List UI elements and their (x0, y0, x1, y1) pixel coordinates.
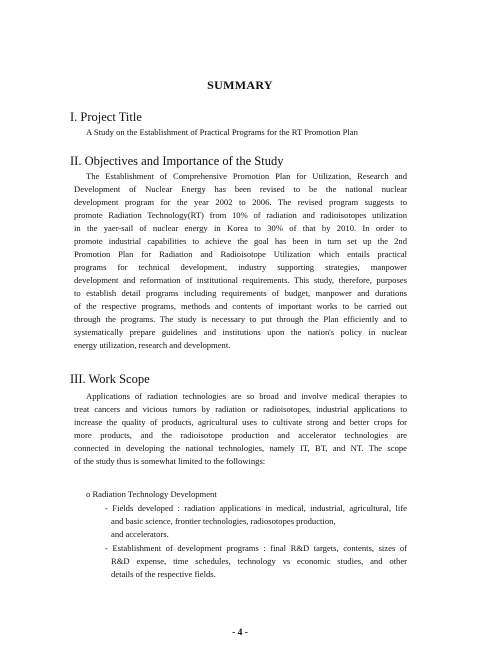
objectives-line: systematically prepare guidelines and institutions upon the nation's policy in nuclear (74, 327, 407, 337)
sub-item-line: - Establishment of development programs : final R&D targets, contents, sizes of (105, 543, 407, 553)
objectives-line: of the respective programs, methods and contents of important works to be carried out (74, 301, 407, 311)
section-heading-objectives: II. Objectives and Importance of the Study (70, 154, 284, 168)
objectives-line: promote Radiation Technology(RT) from 10% of radiation and radioisotopes utilization (74, 210, 407, 220)
section-heading-project-title: I. Project Title (70, 110, 142, 124)
work-scope-line: increase the quality of products, agricultural uses to cultivate strong and better crops for (74, 417, 407, 427)
sub-item-line: R&D expense, time schedules, technology vs economic studies, and other (111, 556, 407, 566)
objectives-line: to establish detail programs including requirements of budget, manpower and durations (74, 288, 407, 298)
objectives-line: promote industrial capabilities to achieve the goal has been in turn set up the 2nd (74, 236, 407, 246)
page-title: SUMMARY (207, 78, 273, 92)
sub-item-line: - Fields developed : radiation applications in medical, industrial, agricultural, life (105, 503, 407, 513)
objectives-line: Promotion Plan for Radiation and Radioisotope Utilization which entails practical (74, 249, 407, 259)
objectives-line: energy utilization, research and development. (74, 340, 231, 350)
objectives-line: development and reformation of institutional requirements. This study, therefore, purposes (74, 275, 407, 285)
sub-item-line: details of the respective fields. (111, 569, 216, 579)
objectives-line: through the programs. The study is necessary to put through the Plan efficiently and to (74, 314, 407, 324)
bullet-radiation-technology: o Radiation Technology Development (86, 489, 217, 499)
sub-item-line: and accelerators. (111, 529, 169, 539)
objectives-line: Development of Nuclear Energy has been revised to be the national nuclear (74, 184, 407, 194)
objectives-line: The Establishment of Comprehensive Promotion Plan for Utilization, Research and (86, 171, 407, 181)
objectives-line: in the yaer-sail of nuclear energy in Korea to 30% of that by 2010. In order to (74, 223, 407, 233)
sub-item-line: and basic science, frontier technologies, radiosotopes production, (111, 516, 336, 526)
project-title-text: A Study on the Establishment of Practical Programs for the RT Promotion Plan (86, 127, 358, 137)
work-scope-line: connected in developing the national technologies, namely IT, BT, and NT. The scope (74, 443, 407, 453)
work-scope-line: more products, and the radioisotope production and accelerator technologies are (74, 430, 407, 440)
section-heading-work-scope: III. Work Scope (70, 372, 150, 386)
objectives-line: development program for the year 2002 to 2006. The revised program suggests to (74, 197, 407, 207)
page-number: - 4 - (232, 628, 248, 638)
work-scope-line: Applications of radiation technologies are so broad and involve medical therapies to (86, 391, 407, 401)
work-scope-line: of the study thus is somewhat limited to the followings: (74, 456, 266, 466)
work-scope-line: treat cancers and vicious tumors by radiation or radioisotopes, industrial applications to (74, 404, 407, 414)
objectives-line: programs for technical development, industry supporting strategies, manpower (74, 262, 407, 272)
